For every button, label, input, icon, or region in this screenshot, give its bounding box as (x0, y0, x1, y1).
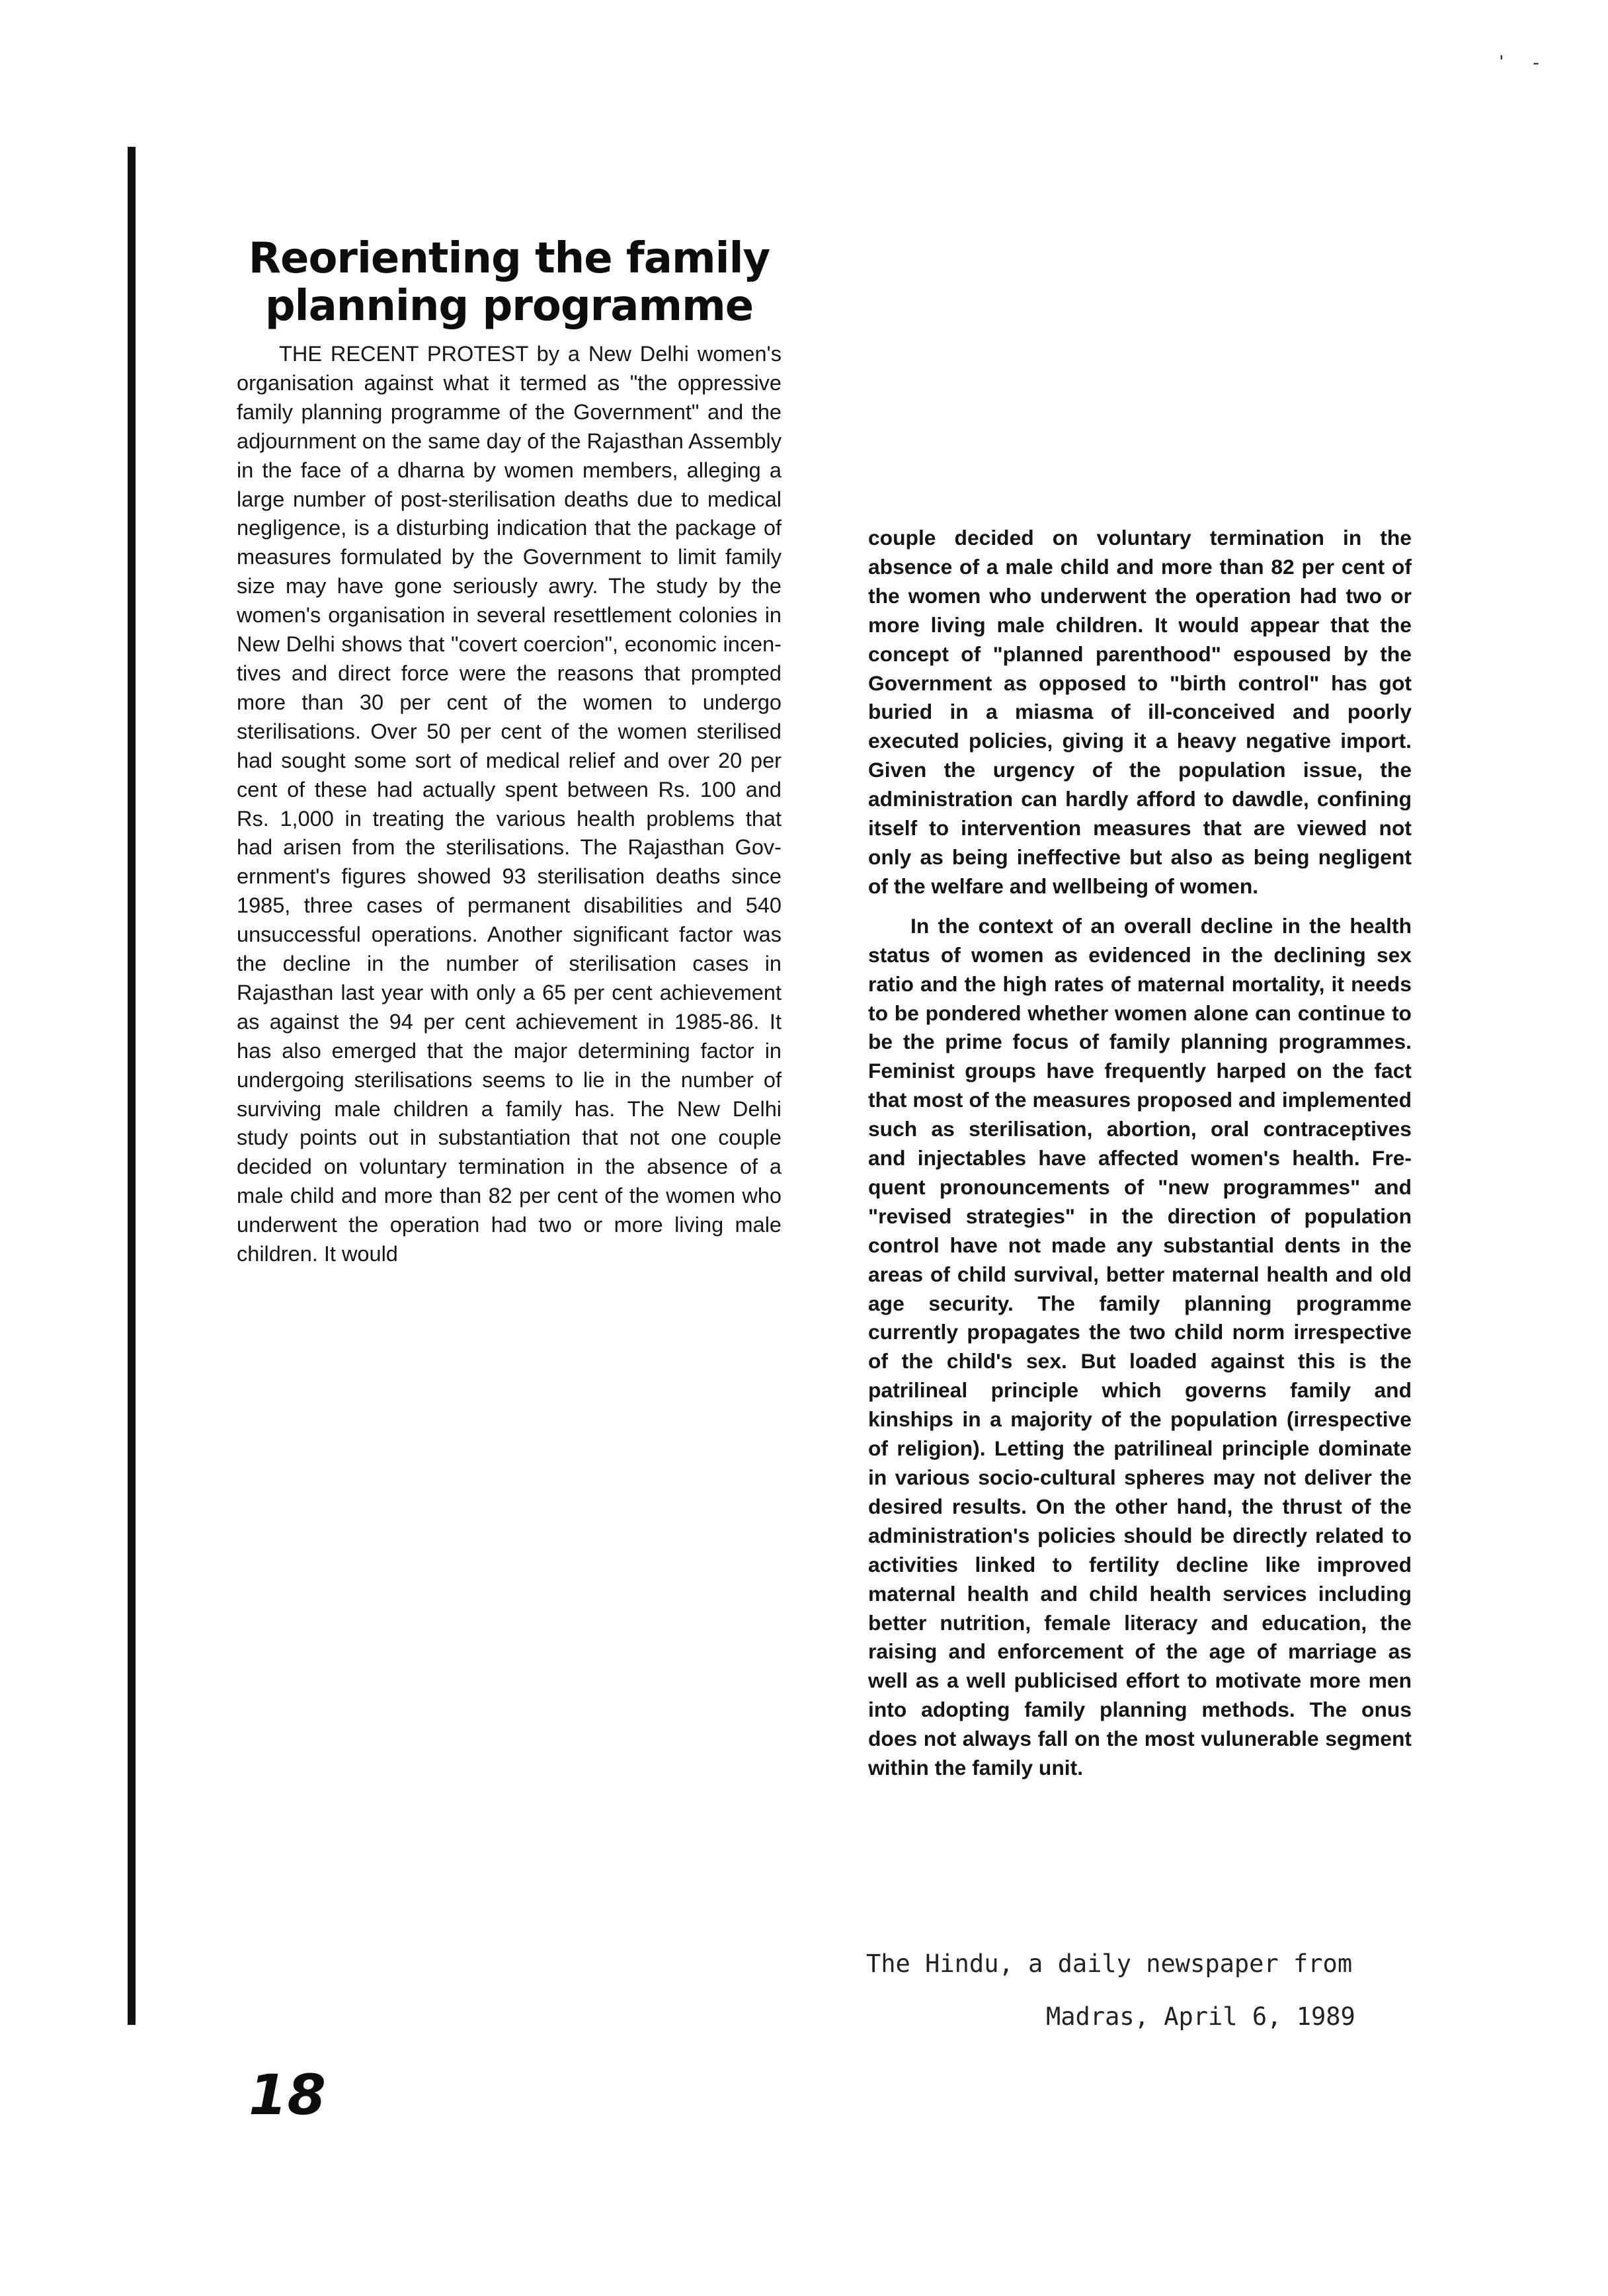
article-left-column (237, 340, 782, 1269)
source-line-1: The Hindu, a daily newspaper from (866, 1949, 1353, 1978)
source-attribution (866, 1938, 1435, 2043)
source-line-2: Madras, April 6, 1989 (1046, 2002, 1355, 2031)
right-column-paragraph-1: couple decided on voluntary termination in the absence of a male child and more than 82 per cent of the women who underwent the operation had two or more living male children. It would appear that the concept of "planned parenthood" espoused by the Government as opposed to "birth control" has got buried in a miasma of ill-conceived and poorly executed policies, giving it a heavy negative import. Given the urgency of the population issue, the administration can hardly afford to dawdle, confining itself to intervention measures that are viewed not only as being ineffective but also as being negligent of the welfare and wellbeing of women. (868, 526, 1412, 898)
margin-rule (128, 147, 136, 2025)
article-right-column (868, 524, 1412, 1783)
headline-line-1: Reorienting the family (248, 234, 770, 283)
corner-marks: ' - (1500, 52, 1552, 73)
article-headline (225, 235, 793, 330)
right-column-paragraph-2: In the context of an overall decline in the health status of women as evidenced in the declining sex ratio and the high rates of maternal mortality, it needs to be pondered whether women alone can continue to be the prime focus of family planning programmes. Feminist groups have frequently harped on the fact that most of the measures proposed and implemented such as sterilisation, abortion, oral contraceptives and injectables have affected women's health. Frequent pronouncements of "new programmes" and "revised strategies" in the direction of population control have not made any substantial dents in the areas of child survival, better maternal health and old age security. The family planning programme currently propagates the two child norm irrespective of the child's sex. But loaded against this is the patrilineal principle which governs family and kinships in a majority of the population (irrespective of religion). Letting the patrilineal principle dominate in various socio-cultural spheres may not deliver the desired results. On the other hand, the thrust of the administration's policies should be directly related to activities linked to fertility decline like improved maternal health and child health services including better nutrition, female literacy and education, the raising and enforcement of the age of marriage as well as a well publicised effort to motivate more men into adopting family planning methods. The onus does not always fall on the most vulunerable segment within the family unit. (868, 913, 1412, 1780)
headline-line-2: planning programme (264, 282, 754, 331)
page-number: 18 (249, 2063, 326, 2127)
left-column-paragraph: THE RECENT PROTEST by a New Delhi women's organisation against what it termed as "the oppressive family planning programme of the Government" and the adjournment on the same day of the Rajasthan Assembly in the face of a dharna by women members, alleging a large number of post-sterilisation deaths due to medical negligence, is a disturbing indication that the package of measures formulated by the Government to limit family size may have gone seriously awry. The study by the women's organisation in several resettlement colonies in New Delhi shows that "covert coercion", economic incentives and direct force were the reasons that prompted more than 30 per cent of the women to undergo sterilisations. Over 50 per cent of the women sterilised had sought some sort of medical relief and over 20 per cent of these had actually spent between Rs. 100 and Rs. 1,000 in treating the various health problems that had arisen from the sterilisations. The Rajasthan Government's figures showed 93 sterilisation deaths since 1985, three cases of permanent disabilities and 540 unsuccessful operations. Another significant factor was the decline in the number of sterilisation cases in Rajasthan last year with only a 65 per cent achievement as against the 94 per cent achievement in 1985-86. It has also emerged that the major determining factor in undergoing sterilisations seems to lie in the number of surviving male children a family has. The New Delhi study points out in substantiation that not one couple decided on voluntary termination in the absence of a male child and more than 82 per cent of the women who underwent the operation had two or more living male children. It would (237, 342, 782, 1266)
